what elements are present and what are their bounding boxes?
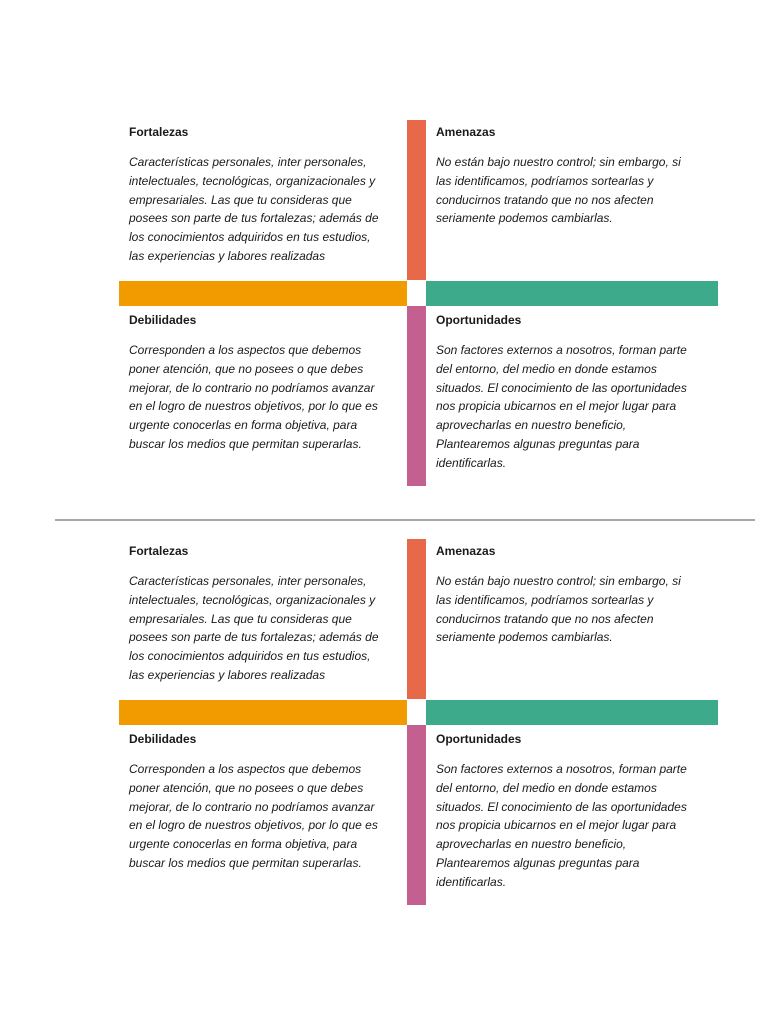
fortalezas-quadrant bbox=[129, 544, 399, 685]
oportunidades-title: Oportunidades bbox=[436, 732, 522, 746]
debilidades-quadrant bbox=[129, 313, 399, 454]
orange-vertical-bar bbox=[407, 120, 426, 280]
fortalezas-title: Fortalezas bbox=[129, 125, 189, 139]
pink-vertical-bar bbox=[407, 306, 426, 486]
amenazas-body: No están bajo nuestro control; sin embargo, si las identificamos, podríamos sortearlas y conducirnos tratando que no nos afecten seriamente podemos cambiarlas. bbox=[436, 155, 681, 226]
debilidades-body: Corresponden a los aspectos que debemos poner atención, que no posees o que debes mejorar, de lo contrario no podríamos avanzar en el logro de nuestros objetivos, por lo que es urgente conocerlas en forma objetiva, para buscar los medios que permitan superarlas. bbox=[129, 762, 378, 870]
oportunidades-quadrant bbox=[436, 313, 706, 473]
oportunidades-body: Son factores externos a nosotros, forman parte del entorno, del medio en donde estamos situados. El conocimiento de las oportunidades nos propicia ubicarnos en el mejor lugar para aprovecharlas en nuestro beneficio, Plantearemos algunas preguntas para identificarlas. bbox=[436, 343, 687, 470]
amenazas-quadrant bbox=[436, 125, 706, 228]
amenazas-title: Amenazas bbox=[436, 125, 496, 139]
orange-horizontal-bar bbox=[119, 700, 407, 725]
swot-matrix-2 bbox=[0, 537, 768, 927]
swot-matrix-1 bbox=[0, 118, 768, 508]
fortalezas-body: Características personales, inter personales, intelectuales, tecnológicas, organizacionales y empresariales. Las que tu consideras que posees son parte de tus fortalezas; además de los conocimientos adquiridos en tus estudios, las experiencias y labores realizadas bbox=[129, 155, 379, 263]
debilidades-title: Debilidades bbox=[129, 313, 197, 327]
pink-vertical-bar bbox=[407, 725, 426, 905]
oportunidades-quadrant bbox=[436, 732, 706, 892]
teal-horizontal-bar bbox=[426, 281, 718, 306]
debilidades-quadrant bbox=[129, 732, 399, 873]
orange-horizontal-bar bbox=[119, 281, 407, 306]
oportunidades-body: Son factores externos a nosotros, forman parte del entorno, del medio en donde estamos situados. El conocimiento de las oportunidades nos propicia ubicarnos en el mejor lugar para aprovecharlas en nuestro beneficio, Plantearemos algunas preguntas para identificarlas. bbox=[436, 762, 687, 889]
amenazas-quadrant bbox=[436, 544, 706, 647]
debilidades-title: Debilidades bbox=[129, 732, 197, 746]
debilidades-body: Corresponden a los aspectos que debemos poner atención, que no posees o que debes mejorar, de lo contrario no podríamos avanzar en el logro de nuestros objetivos, por lo que es urgente conocerlas en forma objetiva, para buscar los medios que permitan superarlas. bbox=[129, 343, 378, 451]
orange-vertical-bar bbox=[407, 539, 426, 699]
page-divider bbox=[55, 519, 755, 521]
fortalezas-body: Características personales, inter personales, intelectuales, tecnológicas, organizacionales y empresariales. Las que tu consideras que posees son parte de tus fortalezas; además de los conocimientos adquiridos en tus estudios, las experiencias y labores realizadas bbox=[129, 574, 379, 682]
oportunidades-title: Oportunidades bbox=[436, 313, 522, 327]
fortalezas-quadrant bbox=[129, 125, 399, 266]
amenazas-body: No están bajo nuestro control; sin embargo, si las identificamos, podríamos sortearlas y conducirnos tratando que no nos afecten seriamente podemos cambiarlas. bbox=[436, 574, 681, 645]
amenazas-title: Amenazas bbox=[436, 544, 496, 558]
fortalezas-title: Fortalezas bbox=[129, 544, 189, 558]
teal-horizontal-bar bbox=[426, 700, 718, 725]
